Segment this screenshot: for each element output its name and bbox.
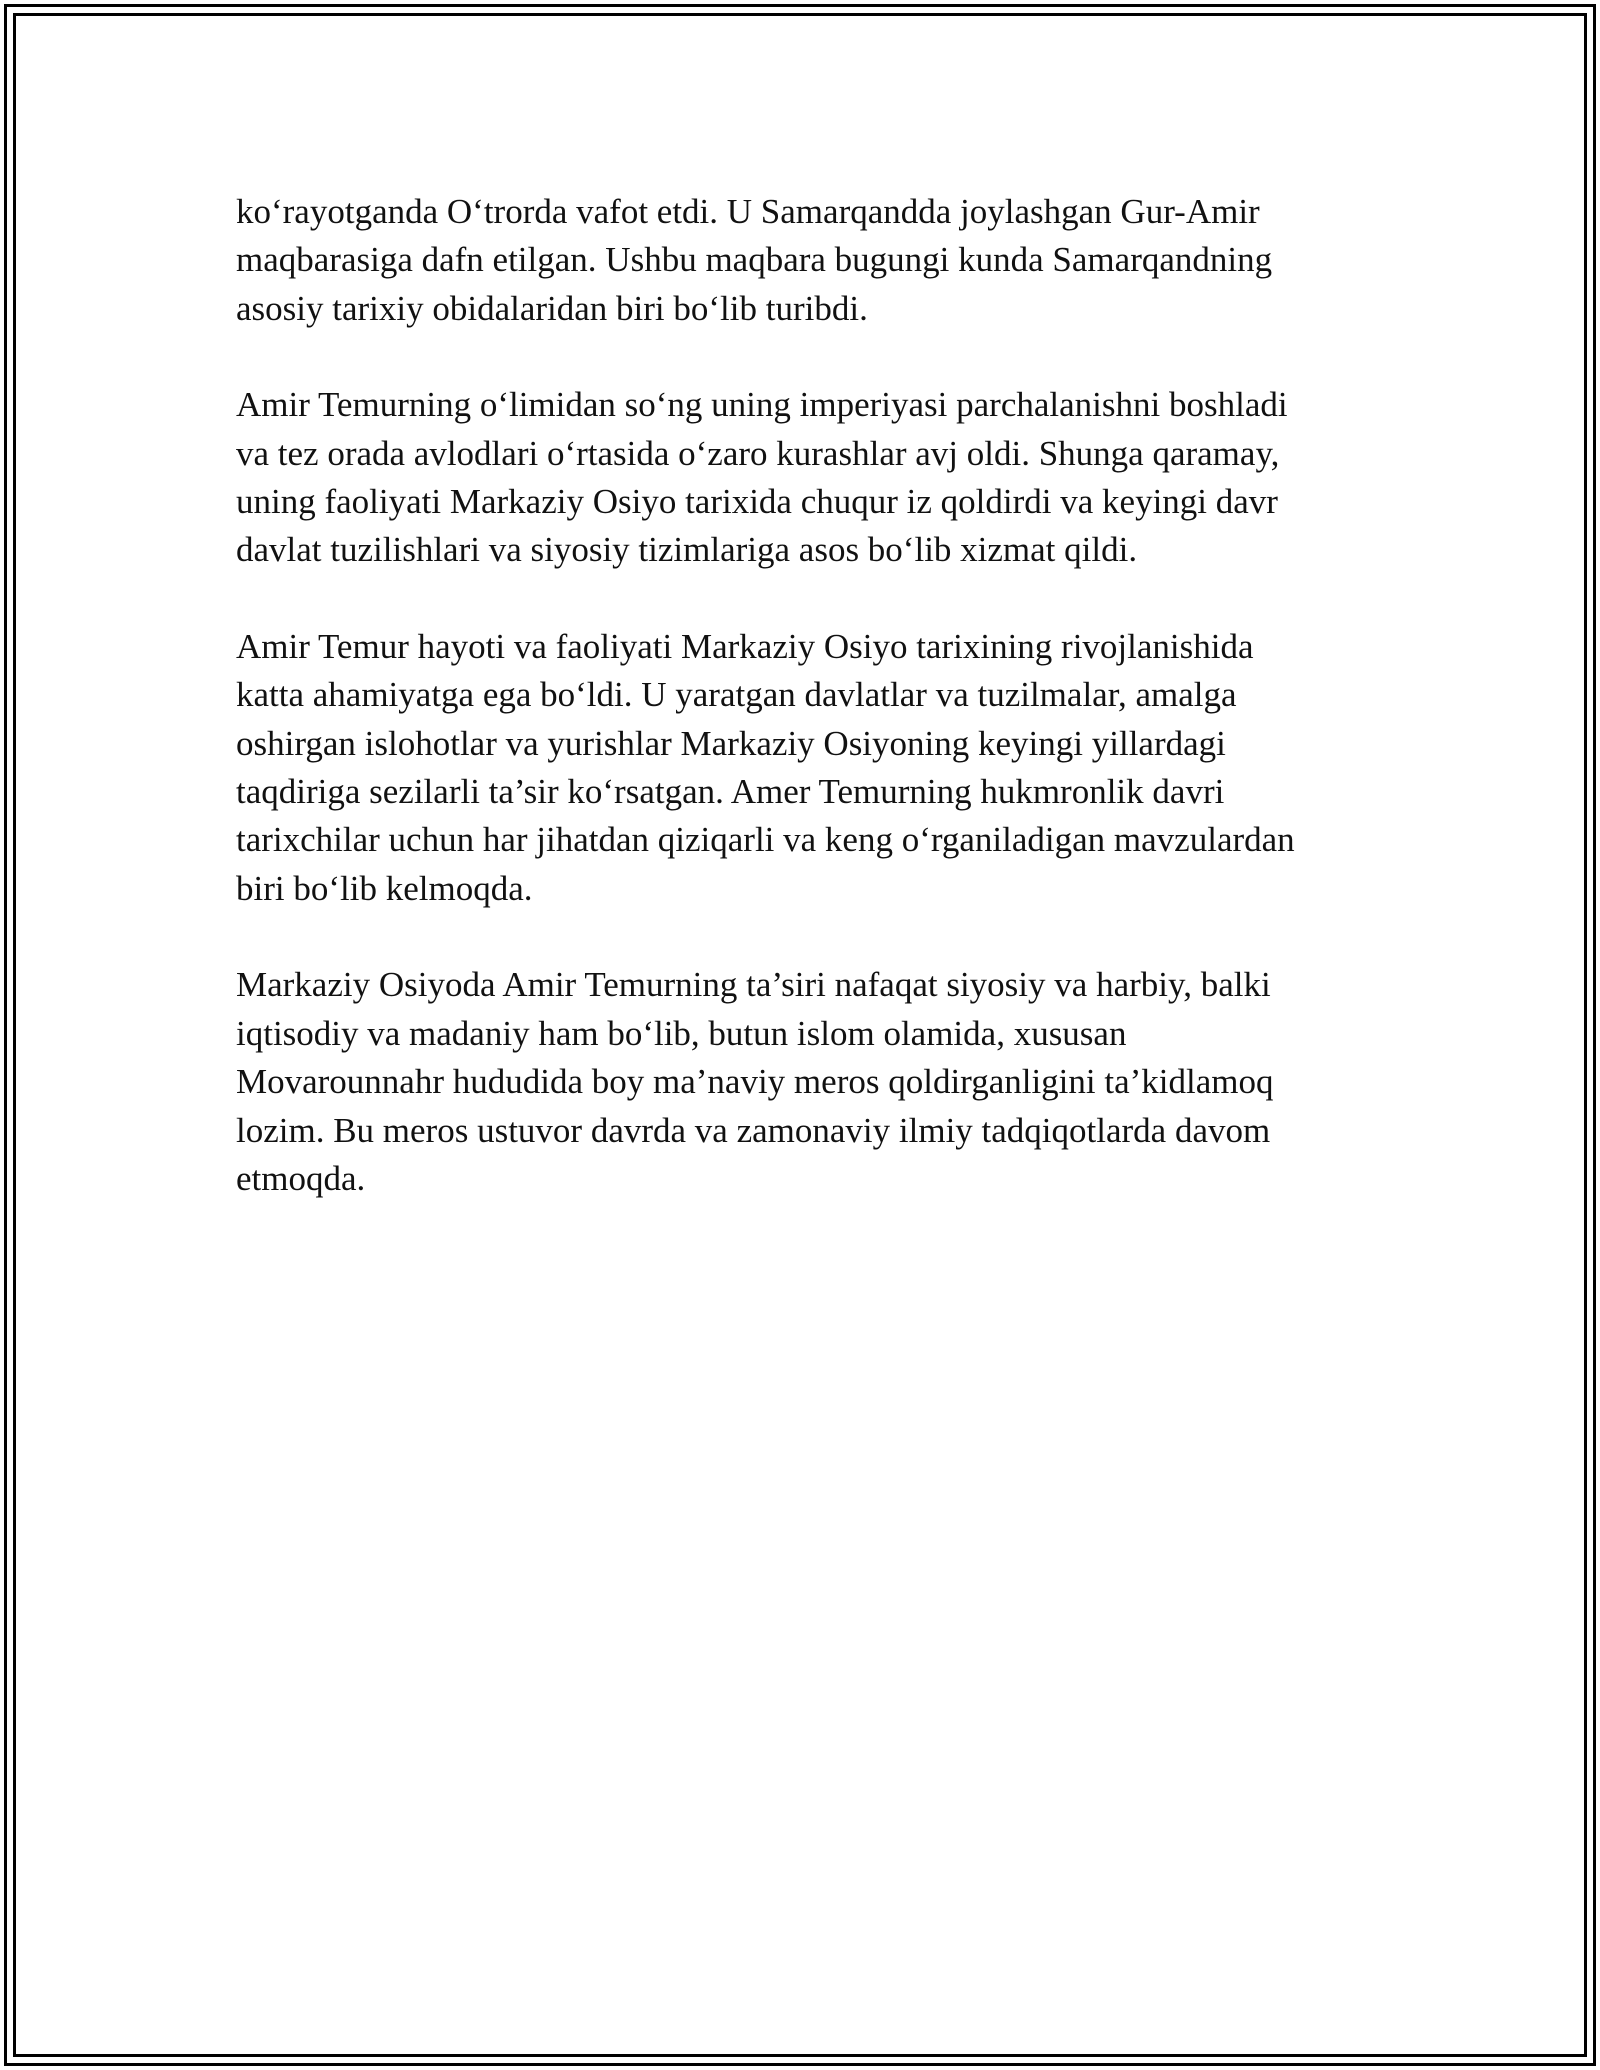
document-body xyxy=(236,188,1386,1251)
paragraph-3: Amir Temur hayoti va faoliyati Markaziy Osiyo tarixining rivojlanishida katta ahamiyatga ega bo‘ldi. U yaratgan davlatlar va tuzilmalar, amalga oshirgan islohotlar va yurishlar Markaziy Osiyoning keyingi yillardagi taqdiriga sezilarli ta’sir ko‘rsatgan. Amer Temurning hukmronlik davri tarixchilar uchun har jihatdan qiziqarli va keng o‘rganiladigan mavzulardan biri bo‘lib kelmoqda. xyxy=(236,626,1295,908)
paragraph-2: Amir Temurning o‘limidan so‘ng uning imperiyasi parchalanishni boshladi va tez orada avlodlari o‘rtasida o‘zaro kurashlar avj oldi. Shunga qaramay, uning faoliyati Markaziy Osiyo tarixida chuqur iz qoldirdi va keyingi davr davlat tuzilishlari va siyosiy tizimlariga asos bo‘lib xizmat qildi. xyxy=(236,385,1288,570)
paragraph-4: Markaziy Osiyoda Amir Temurning ta’siri nafaqat siyosiy va harbiy, balki iqtisodiy va madaniy ham bo‘lib, butun islom olamida, xususan Movarounnahr hududida boy ma’naviy meros qoldirganligini ta’kidlamoq lozim. Bu meros ustuvor davrda va zamonaviy ilmiy tadqiqotlarda davom etmoqda. xyxy=(236,965,1274,1198)
paragraph-1: ko‘rayotganda O‘trorda vafot etdi. U Samarqandda joylashgan Gur-Amir maqbarasiga dafn etilgan. Ushbu maqbara bugungi kunda Samarqandning asosiy tarixiy obidalaridan biri bo‘lib turibdi. xyxy=(236,192,1273,328)
